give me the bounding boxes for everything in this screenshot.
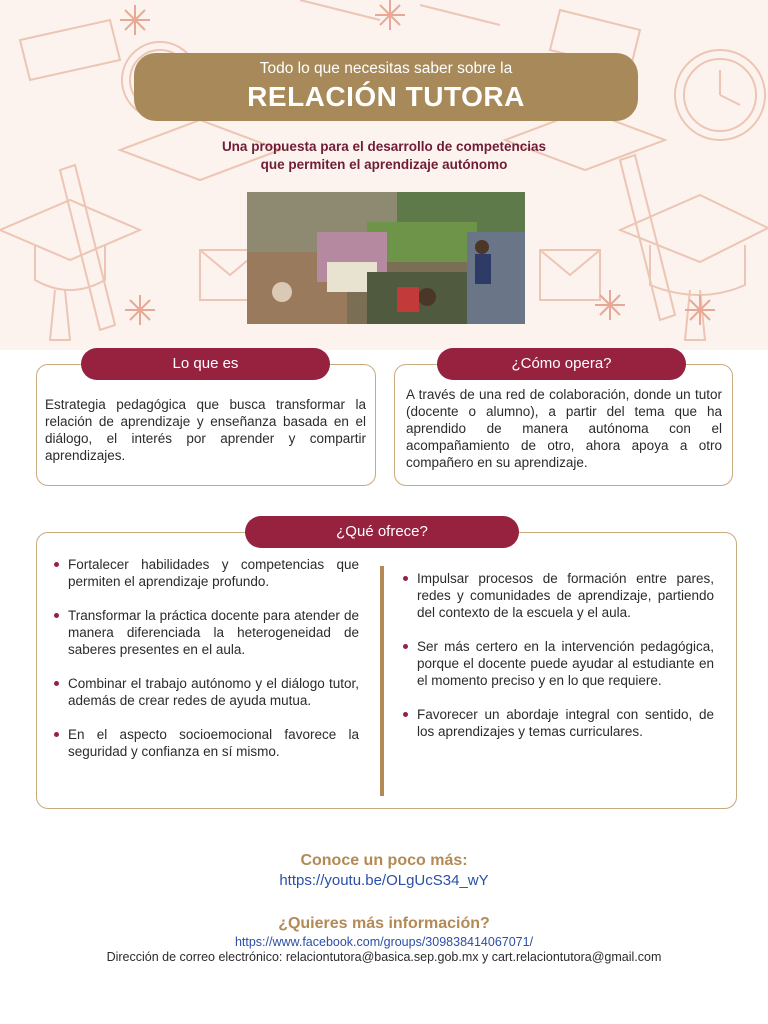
email-line: Dirección de correo electrónico: relaciontutora@basica.sep.gob.mx y cart.relaciontutora@gmail.com [106, 950, 662, 964]
title-kicker: Todo lo que necesitas saber sobre la [259, 60, 513, 77]
list-item: Transformar la práctica docente para atender de manera diferenciada la heterogeneidad de saberes presentes en el aula. [54, 607, 359, 658]
column-divider [380, 566, 384, 796]
list-item: Combinar el trabajo autónomo y el diálogo tutor, además de crear redes de ayuda mutua. [54, 675, 359, 709]
facebook-link[interactable]: https://www.facebook.com/groups/309838414067071/ [234, 935, 534, 949]
como-opera-heading: ¿Cómo opera? [437, 348, 686, 380]
youtube-link[interactable]: https://youtu.be/OLgUcS34_wY [279, 872, 489, 889]
students-photo-image [247, 192, 525, 324]
info-heading: ¿Quieres más información? [278, 915, 490, 932]
list-item: Impulsar procesos de formación entre pares, redes y comunidades de aprendizaje, partiendo del contexto de la escuela y el aula. [403, 570, 714, 621]
list-item: Fortalecer habilidades y competencias que permiten el aprendizaje profundo. [54, 556, 359, 590]
como-opera-text: A través de una red de colaboración, donde un tutor (docente o alumno), a partir del tema que ha aprendido de manera autónoma con el acompañamiento de otro, ahora apoya a otro compañero en su aprendizaje. [406, 387, 722, 470]
subtitle-line-1: Una propuesta para el desarrollo de competencias [221, 139, 547, 154]
lo-que-es-text: Estrategia pedagógica que busca transformar la relación de aprendizaje y enseñanza basada en el diálogo, el interés por aprender y compartir aprendizajes. [45, 397, 366, 463]
que-ofrece-left-list [54, 556, 359, 760]
list-item: Favorecer un abordaje integral con sentido, de los aprendizajes y temas curriculares. [403, 706, 714, 740]
subtitle [150, 138, 618, 174]
subtitle-line-2: que permiten el aprendizaje autónomo [260, 157, 508, 172]
page-title: RELACIÓN TUTORA [247, 81, 525, 112]
title-banner [134, 53, 638, 121]
que-ofrece-right-list [403, 570, 714, 740]
conoce-heading: Conoce un poco más: [300, 852, 468, 869]
que-ofrece-heading: ¿Qué ofrece? [245, 516, 519, 548]
list-item: En el aspecto socioemocional favorece la seguridad y confianza en sí mismo. [54, 726, 359, 760]
list-item: Ser más certero en la intervención pedagógica, porque el docente puede ayudar al estudiante en el momento preciso y en lo que requiere. [403, 638, 714, 689]
lo-que-es-heading: Lo que es [81, 348, 330, 380]
photo-collage [247, 192, 525, 324]
